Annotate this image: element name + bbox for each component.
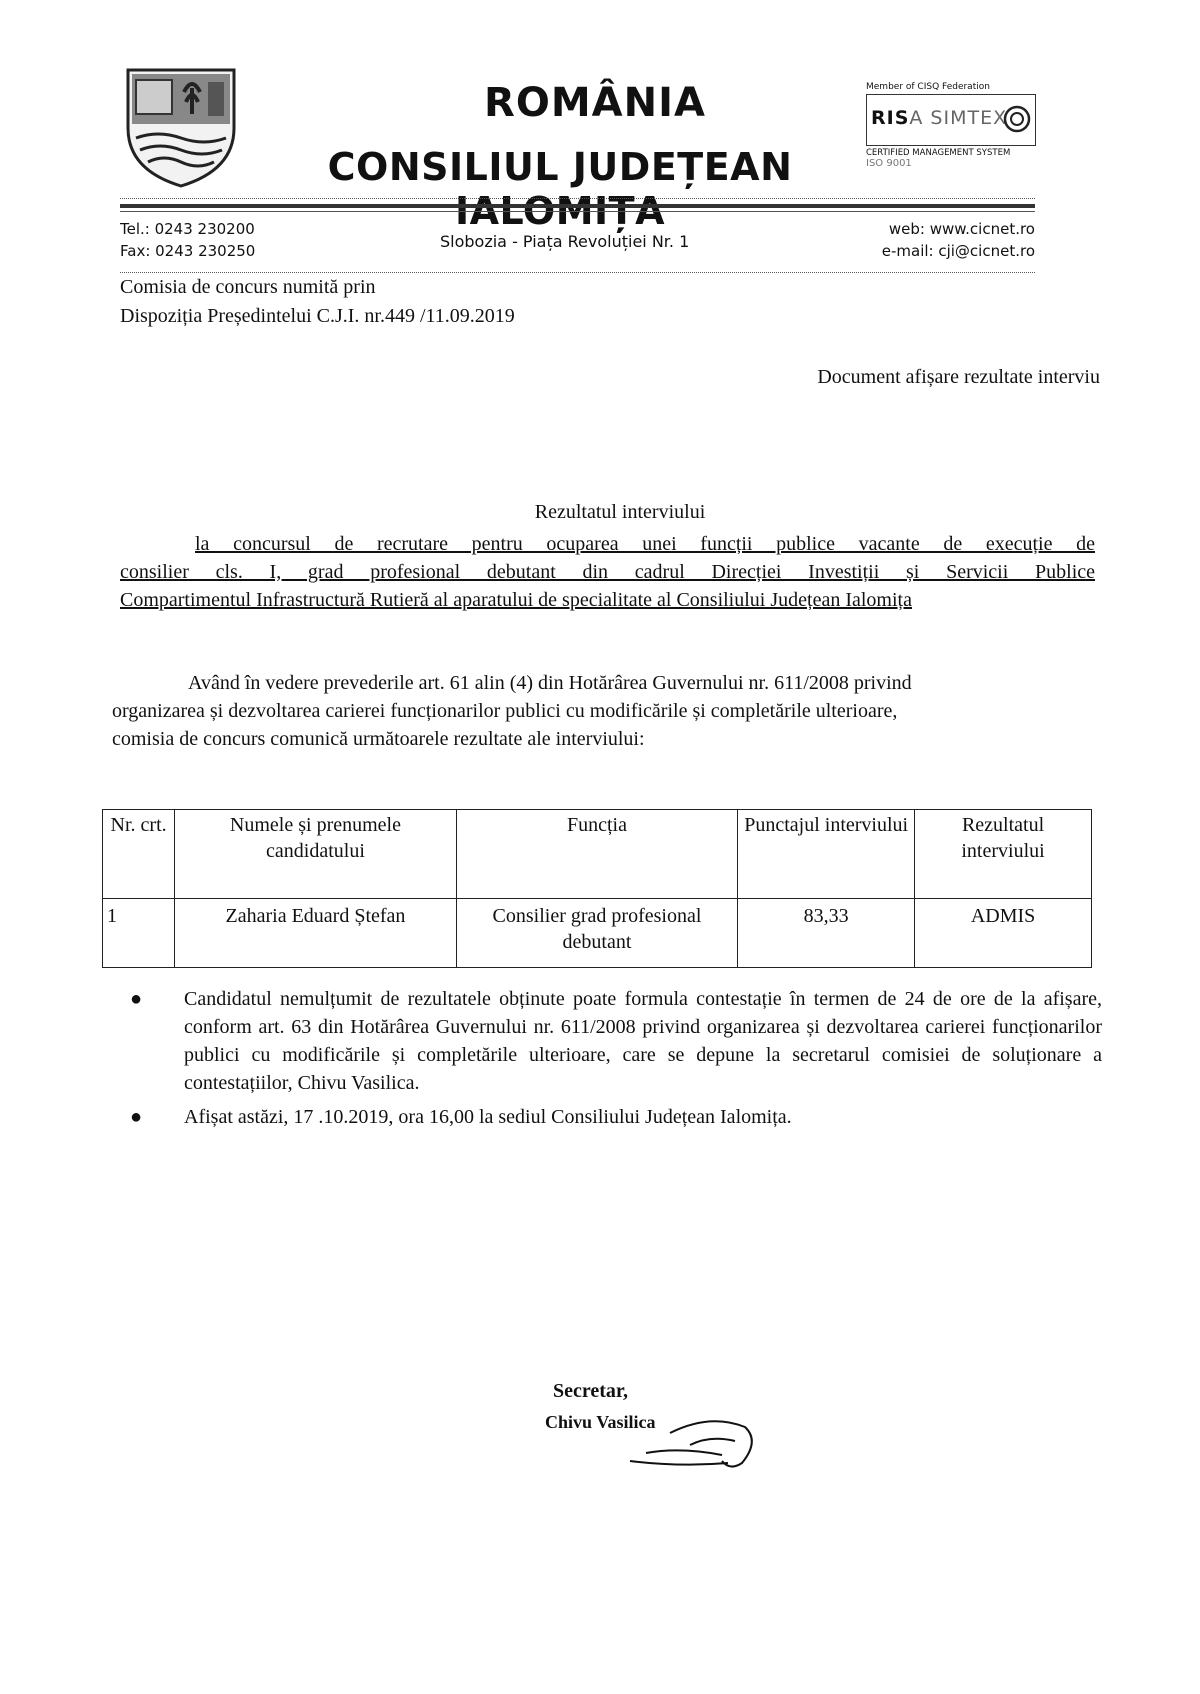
list-item bbox=[112, 985, 1102, 1097]
document-type: Document afișare rezultate interviu bbox=[817, 366, 1100, 388]
subtitle-line-3: Compartimentul Infrastructură Rutieră al aparatului de specialitate al Consiliului Județean Ialomița bbox=[120, 589, 912, 611]
bullet-icon: ● bbox=[130, 988, 143, 1010]
results-title: Rezultatul interviului bbox=[534, 501, 706, 523]
fax-number: Fax: 0243 230250 bbox=[120, 242, 256, 260]
results-table bbox=[102, 809, 1092, 968]
intro-line-3: comisia de concurs comunică următoarele rezultate ale interviului: bbox=[112, 728, 645, 750]
cell-interview-score: 83,33 bbox=[738, 899, 915, 968]
cisq-member-text: Member of CISQ Federation bbox=[866, 82, 990, 92]
header-interview-score: Punctajul interviului bbox=[738, 810, 915, 899]
certification-badge bbox=[866, 82, 1036, 169]
certified-management-system-text: CERTIFIED MANAGEMENT SYSTEM bbox=[866, 148, 1011, 158]
signatory-name: Chivu Vasilica bbox=[545, 1412, 656, 1432]
table-header-row bbox=[103, 810, 1092, 899]
certification-logo-box bbox=[866, 94, 1036, 146]
certification-seal-icon bbox=[1003, 105, 1031, 137]
commission-line-2: Dispoziția Președintelui C.J.I. nr.449 /11.09.2019 bbox=[120, 305, 515, 327]
header-divider-dotted bbox=[120, 198, 1035, 199]
cell-interview-result: ADMIS bbox=[915, 899, 1092, 968]
table-row bbox=[103, 899, 1092, 968]
note-appeal: Candidatul nemulțumit de rezultatele obținute poate formula contestație în termen de 24 de ore de la afișare, conform art. 63 din Hotărârea Guvernului nr. 611/2008 privind organizarea și dezvoltarea carierei funcționarilor publici cu modificările și completările ulterioare, care se depune la secretarul comisiei de soluționare a contestațiilor, Chivu Vasilica. bbox=[184, 988, 1102, 1094]
notes-list bbox=[112, 985, 1102, 1131]
subtitle-line-1: la concursul de recrutare pentru ocuparea unei funcții publice vacante de execuție de bbox=[195, 533, 1095, 555]
intro-line-2: organizarea și dezvoltarea carierei funcționarilor publici cu modificările și completările ulterioare, bbox=[112, 700, 898, 722]
header-divider-thin bbox=[120, 211, 1035, 212]
address: Slobozia - Piața Revoluției Nr. 1 bbox=[440, 232, 690, 251]
cell-nr-crt: 1 bbox=[103, 899, 175, 968]
contact-bar bbox=[120, 220, 1035, 264]
header-function: Funcția bbox=[456, 810, 738, 899]
header-nr-crt: Nr. crt. bbox=[103, 810, 175, 899]
signatory-role: Secretar, bbox=[553, 1380, 628, 1402]
institution-title: CONSILIUL JUDEȚEAN bbox=[327, 145, 793, 189]
note-posting: Afișat astăzi, 17 .10.2019, ora 16,00 la sediul Consiliului Județean Ialomița. bbox=[184, 1106, 792, 1128]
county-coat-of-arms-icon bbox=[122, 66, 240, 188]
commission-line-1: Comisia de concurs numită prin bbox=[120, 276, 376, 298]
website: web: www.cicnet.ro bbox=[888, 220, 1035, 238]
header-candidate-name: Numele și prenumele candidatului bbox=[175, 810, 457, 899]
subtitle-line-2: consilier cls. I, grad profesional debutant din cadrul Direcției Investiții și Servicii Publice bbox=[120, 561, 1095, 583]
iso-standard-text: ISO 9001 bbox=[866, 158, 912, 169]
rina-simtex-logo: RISA SIMTEX bbox=[871, 107, 1008, 129]
cell-function: Consilier grad profesional debutant bbox=[456, 899, 738, 968]
intro-line-1: Având în vedere prevederile art. 61 alin (4) din Hotărârea Guvernului nr. 611/2008 privind bbox=[188, 672, 912, 694]
email-address: e-mail: cji@cicnet.ro bbox=[881, 242, 1035, 260]
list-item bbox=[112, 1103, 1102, 1131]
header-interview-result: Rezultatul interviului bbox=[915, 810, 1092, 899]
cell-candidate-name: Zaharia Eduard Ștefan bbox=[175, 899, 457, 968]
contact-divider-dotted bbox=[120, 272, 1035, 273]
phone-number: Tel.: 0243 230200 bbox=[120, 220, 255, 238]
handwritten-signature bbox=[610, 1405, 790, 1490]
country-title: ROMÂNIA bbox=[484, 80, 706, 126]
bullet-icon: ● bbox=[130, 1106, 143, 1128]
header-divider-thick bbox=[120, 204, 1035, 208]
